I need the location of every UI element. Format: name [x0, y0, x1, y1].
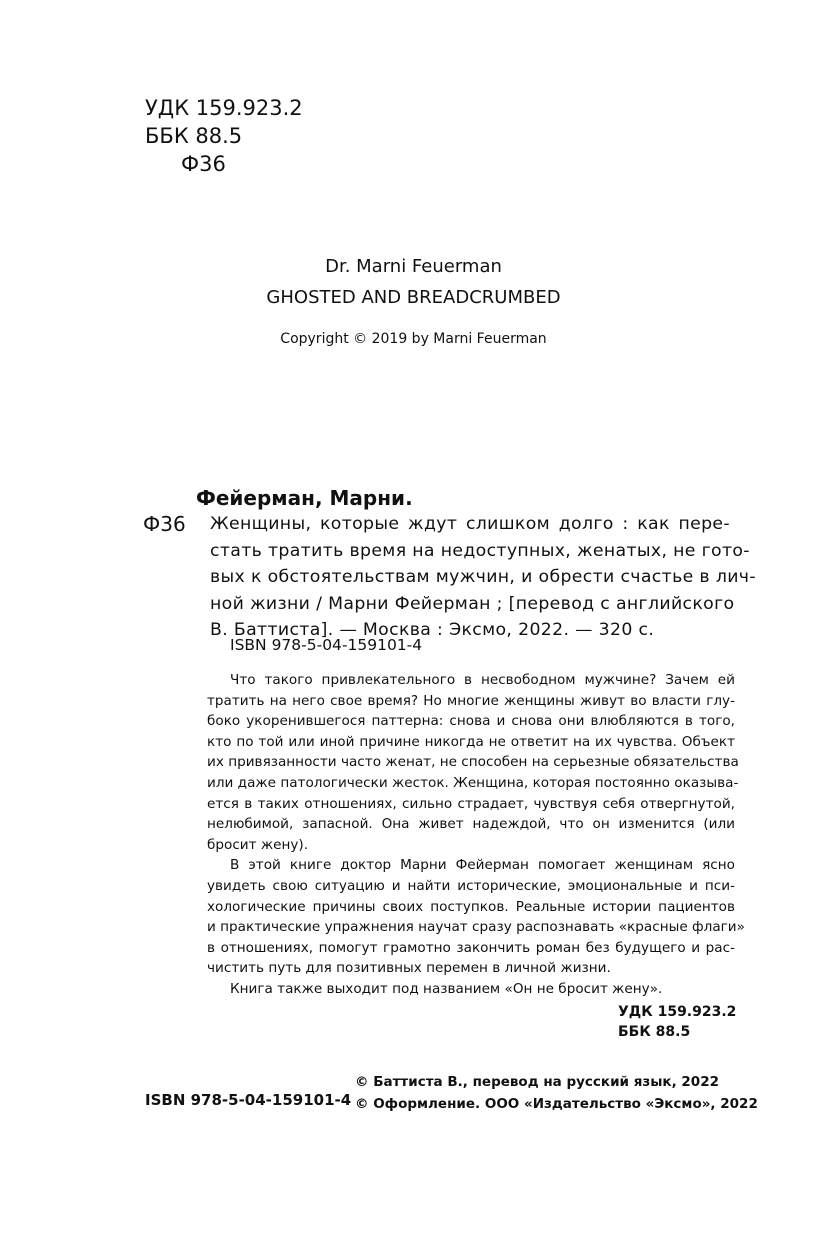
footer-udk: УДК 159.923.2	[618, 1004, 737, 1020]
annotation	[207, 670, 745, 1000]
annotation-line: их привязанности часто женат, не способен на серьезные обязательства	[207, 754, 739, 771]
annotation-line: тратить на него свое время? Но многие женщины живут во власти глу-	[207, 692, 735, 709]
classification-block	[145, 94, 303, 178]
annotation-line: хологические причины своих поступков. Реальные истории пациентов	[207, 898, 735, 915]
credit-translation: © Баттиста В., перевод на русский язык, 2022	[355, 1074, 719, 1090]
bibliography-code: Ф36	[143, 512, 186, 536]
bibliography-line: ной жизни / Марни Фейерман ; [перевод с английского	[210, 593, 735, 614]
annotation-line: боко укоренившегося паттерна: снова и снова они влюбляются в того,	[207, 713, 735, 730]
bibliography-line: стать тратить время на недоступных, женатых, не гото-	[210, 540, 750, 561]
annotation-line: Книга также выходит под названием «Он не бросит жену».	[230, 980, 663, 997]
bibliography-description	[210, 511, 756, 644]
annotation-line: бросит жену).	[207, 836, 309, 853]
bibliography-isbn: ISBN 978-5-04-159101-4	[230, 636, 423, 654]
bibliography-line: Женщины, которые ждут слишком долго : как пере-	[210, 514, 730, 534]
annotation-line: увидеть свою ситуацию и найти исторические, эмоциональные и пси-	[207, 877, 735, 894]
bibliography-line: В. Баттиста]. — Москва : Эксмо, 2022. — 320 с.	[210, 620, 655, 640]
annotation-line: чистить путь для позитивных перемен в личной жизни.	[207, 960, 611, 977]
annotation-line: кто по той или иной причине никогда не ответит на их чувства. Объект	[207, 733, 735, 750]
bibliography-author: Фейерман, Марни.	[196, 486, 413, 510]
bibliography-line: вых к обстоятельствам мужчин, и обрести счастье в лич-	[210, 567, 756, 587]
annotation-line: В этой книге доктор Марни Фейерман помогает женщинам ясно	[230, 857, 735, 874]
annotation-line: или даже патологически жесток. Женщина, которая постоянно оказыва-	[207, 774, 739, 791]
annotation-line: ется в таких отношениях, сильно страдает, чувствуя себя отвергнутой,	[207, 795, 735, 812]
bbk-code: ББК 88.5	[145, 124, 243, 148]
credits-block	[355, 1071, 758, 1115]
annotation-line: Что такого привлекательного в несвободном мужчине? Зачем ей	[230, 672, 735, 688]
original-title: GHOSTED AND BREADCRUMBED	[266, 287, 561, 308]
annotation-line: в отношениях, помогут грамотно закончить роман без будущего и рас-	[207, 939, 735, 956]
original-author: Dr. Marni Feuerman	[325, 256, 502, 277]
author-sign: Ф36	[181, 152, 226, 176]
credit-design: © Оформление. ООО «Издательство «Эксмо», 2022	[355, 1096, 758, 1112]
footer-bbk: ББК 88.5	[618, 1024, 691, 1040]
original-copyright: Copyright © 2019 by Marni Feuerman	[280, 331, 547, 347]
annotation-line: и практические упражнения научат сразу распознавать «красные флаги»	[207, 919, 745, 936]
udk-code: УДК 159.923.2	[145, 96, 303, 120]
footer-isbn: ISBN 978-5-04-159101-4	[145, 1091, 352, 1109]
annotation-line: нелюбимой, запасной. Она живет надеждой, что он изменится (или	[207, 816, 735, 833]
footer-classification	[618, 1002, 737, 1042]
